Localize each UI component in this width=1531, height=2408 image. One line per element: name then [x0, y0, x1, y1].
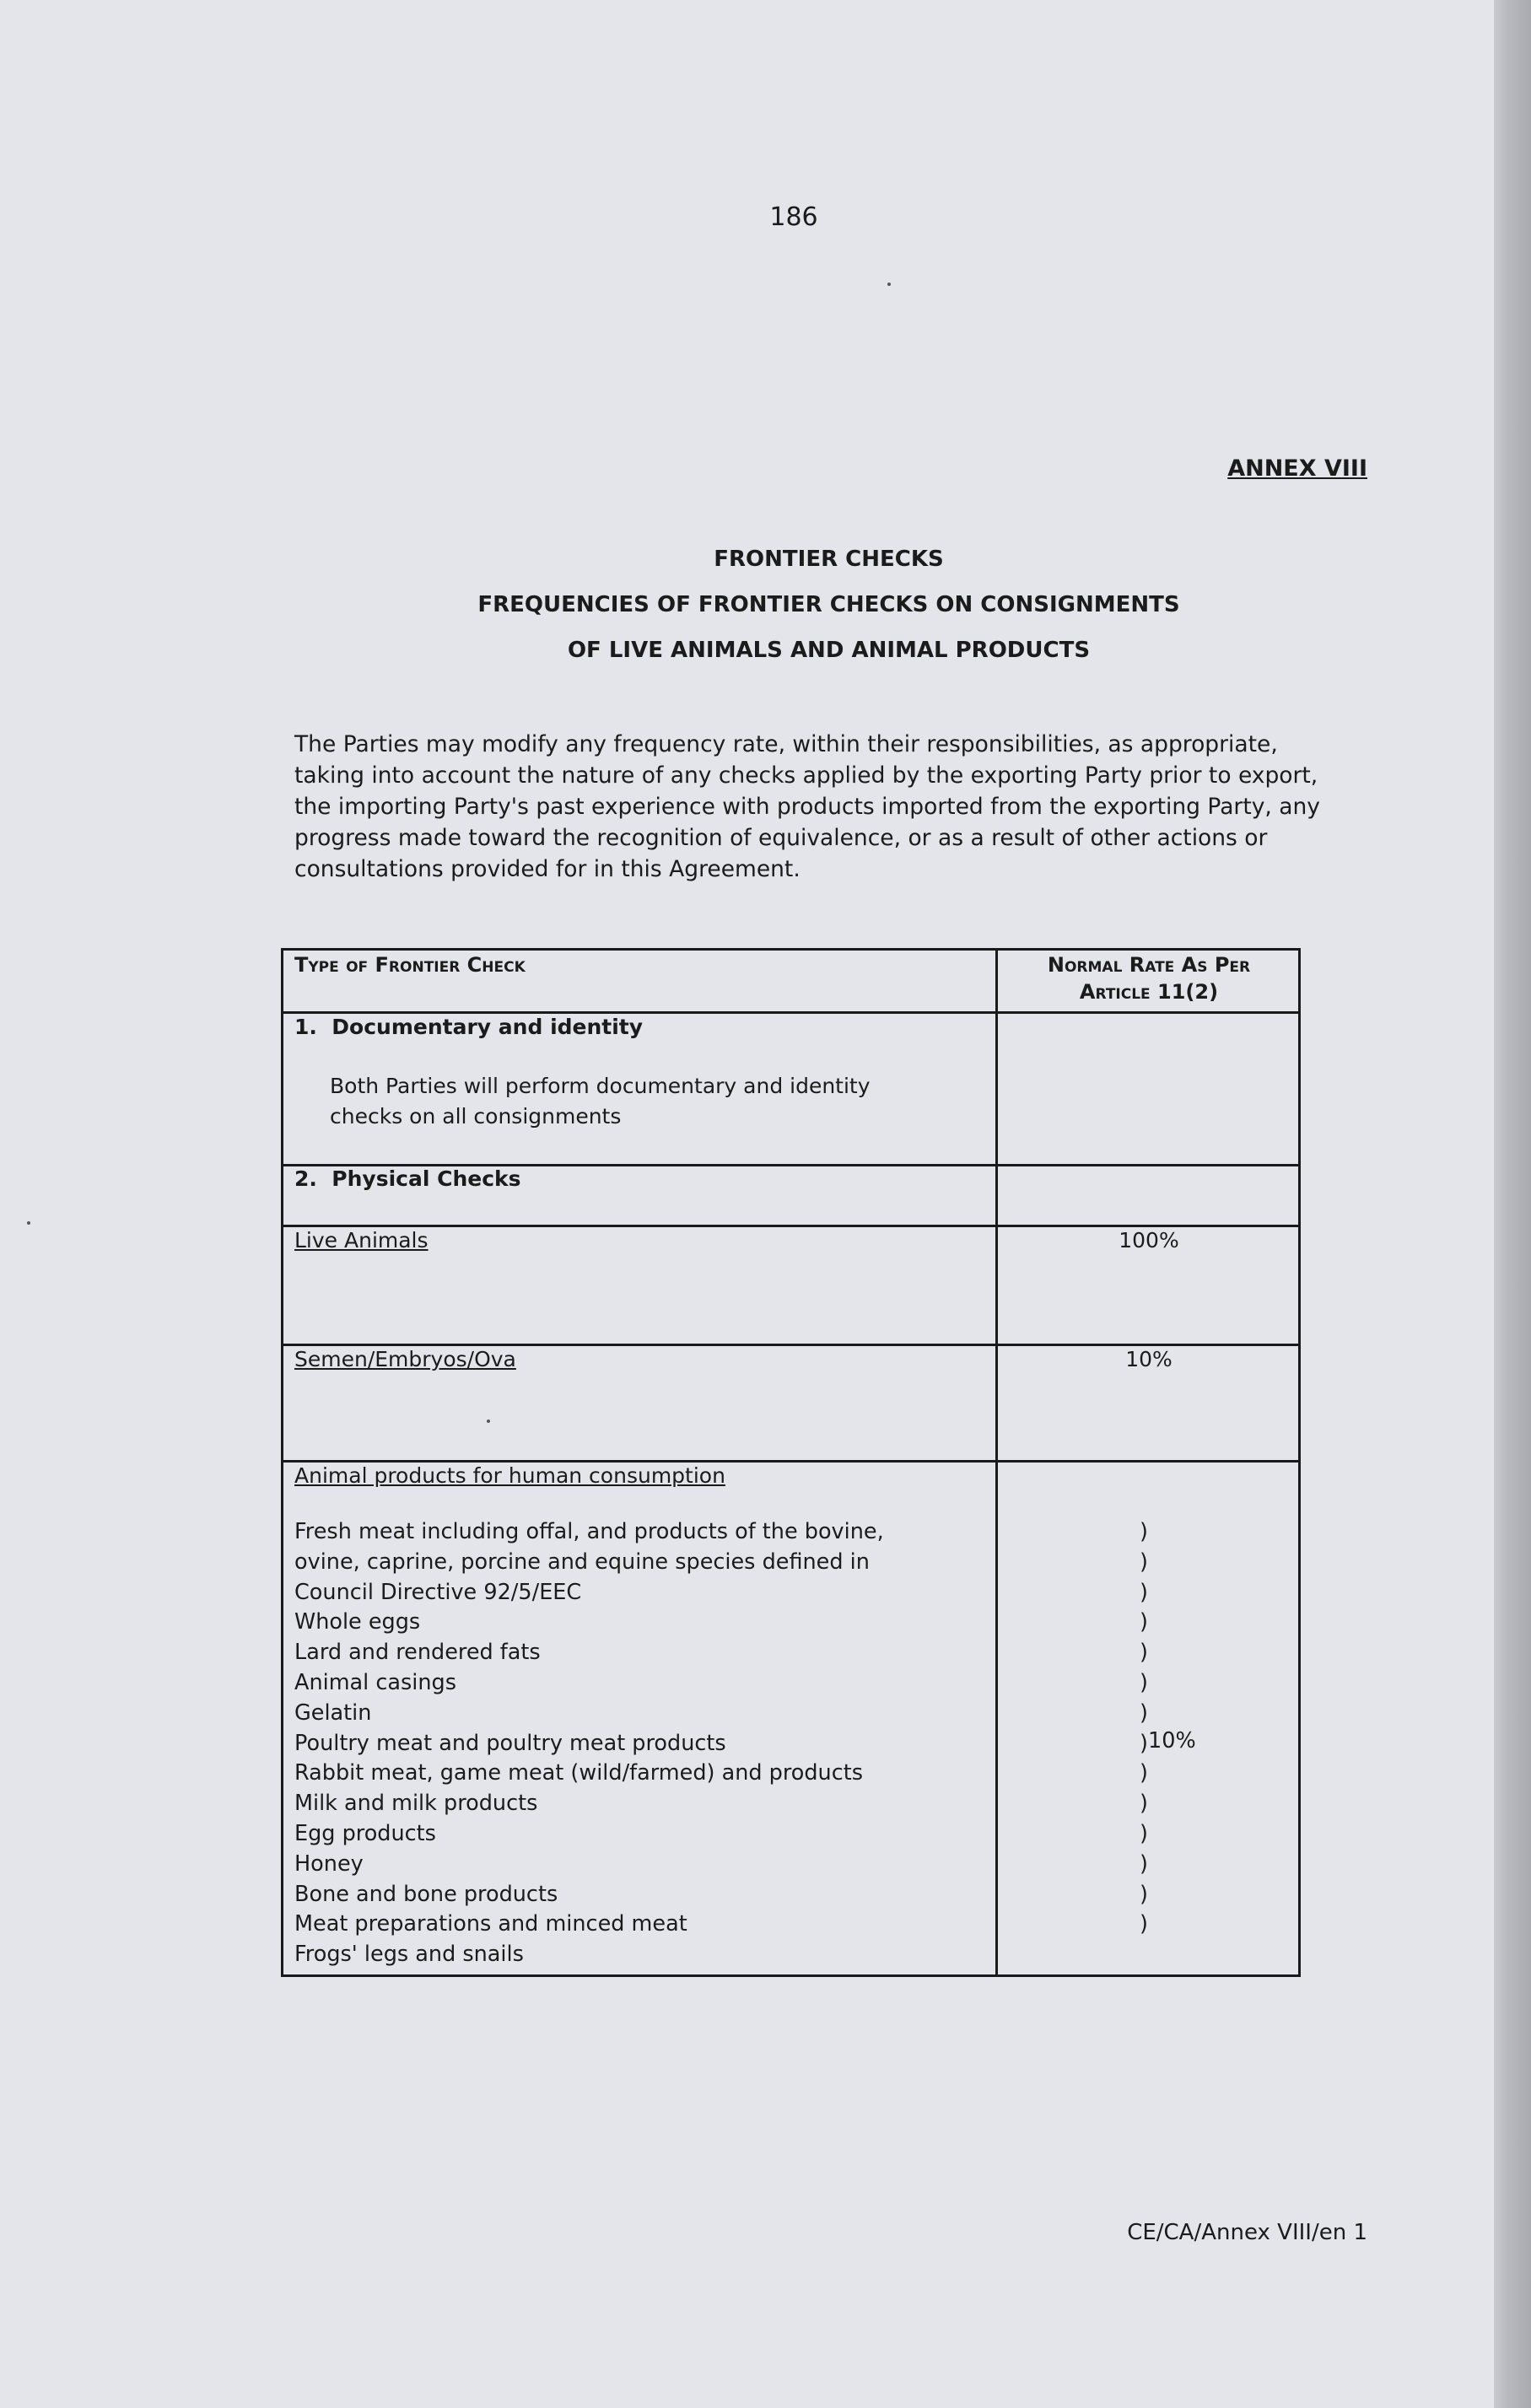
live-animals-rate: 100% [1119, 1228, 1179, 1252]
list-item: Rabbit meat, game meat (wild/farmed) and products [294, 1760, 864, 1786]
bracket: ) [1140, 1791, 1148, 1817]
page-number: 186 [769, 202, 818, 232]
list-item: Gelatin [294, 1700, 372, 1726]
list-item: Council Directive 92/5/EEC [294, 1579, 582, 1605]
live-animals-label: Live Animals [294, 1228, 429, 1252]
list-item: Honey [294, 1850, 364, 1877]
bracket: ) [1140, 1881, 1148, 1907]
animal-products-list [294, 1517, 1138, 1970]
bracket: ) [1140, 1820, 1148, 1846]
table-rule-physical [281, 1225, 1301, 1227]
column-header-rate-line2: Article 11(2) [1079, 980, 1219, 1004]
document-reference-footer: CE/CA/Annex VIII/en 1 [1127, 2220, 1367, 2245]
bracket: ) [1140, 1609, 1148, 1635]
list-item: Lard and rendered fats [294, 1640, 541, 1666]
scan-speck [887, 283, 891, 286]
bracket: ) [1140, 1911, 1148, 1937]
table-border-left [281, 948, 283, 1977]
table-rule-live-animals [281, 1344, 1301, 1346]
heading-frequencies: FREQUENCIES OF FRONTIER CHECKS ON CONSIGNMENTS [477, 592, 1180, 617]
list-item: ovine, caprine, porcine and equine species defined in [294, 1549, 870, 1575]
table-border-bottom [281, 1974, 1301, 1977]
documentary-text-line1: Both Parties will perform documentary and identity [330, 1074, 871, 1098]
bracket: ) [1140, 1700, 1148, 1726]
intro-paragraph: The Parties may modify any frequency rate, within their responsibilities, as appropriate, taking into account the nature of any checks applied by the exporting Party prior to export, the importing Party's past experience with products imported from the exporting Party, any progress made toward the recognition of equivalence, or as a result of other actions or consultations provided for in this Agreement. [294, 731, 1320, 882]
table-border-top [281, 948, 1301, 951]
bracket: ) [1140, 1669, 1148, 1695]
table-border-right [1298, 948, 1301, 1977]
table-rule-semen [281, 1460, 1301, 1463]
list-item: Animal casings [294, 1669, 456, 1695]
page-edge-shadow [1494, 0, 1531, 2408]
heading-live-animals: OF LIVE ANIMALS AND ANIMAL PRODUCTS [567, 638, 1091, 663]
bracket: ) [1140, 1640, 1148, 1666]
list-item: Bone and bone products [294, 1881, 558, 1907]
annex-label: ANNEX VIII [1227, 455, 1367, 482]
semen-embryos-ova-rate: 10% [1125, 1347, 1173, 1371]
documentary-section-title: 1. Documentary and identity [294, 1015, 644, 1039]
column-header-type: Type of Frontier Check [294, 953, 526, 977]
heading-frontier-checks: FRONTIER CHECKS [714, 547, 944, 572]
list-item: Milk and milk products [294, 1791, 538, 1817]
scan-speck [27, 1221, 30, 1225]
bracket: ) [1140, 1579, 1148, 1605]
list-item: Poultry meat and poultry meat products [294, 1730, 726, 1756]
bracket: ) [1140, 1850, 1148, 1877]
table-rule-header [281, 1011, 1301, 1014]
physical-checks-title: 2. Physical Checks [294, 1166, 521, 1191]
bracket: ) [1140, 1760, 1148, 1786]
animal-products-rate: 10% [1148, 1728, 1196, 1753]
bracket: ) [1140, 1519, 1148, 1544]
list-item: Frogs' legs and snails [294, 1942, 524, 1968]
list-item: Meat preparations and minced meat [294, 1911, 687, 1937]
list-item: Fresh meat including offal, and products of the bovine, [294, 1519, 884, 1544]
bracket: ) [1140, 1549, 1148, 1575]
documentary-text-line2: checks on all consignments [330, 1104, 622, 1129]
scan-speck [487, 1419, 490, 1423]
bracket: ) [1140, 1730, 1148, 1756]
animal-products-label: Animal products for human consumption [294, 1463, 725, 1488]
semen-embryos-ova-label: Semen/Embryos/Ova [294, 1347, 516, 1371]
list-item: Egg products [294, 1820, 436, 1846]
column-header-rate-line1: Normal Rate As Per [1047, 953, 1251, 977]
list-item: Whole eggs [294, 1609, 421, 1635]
